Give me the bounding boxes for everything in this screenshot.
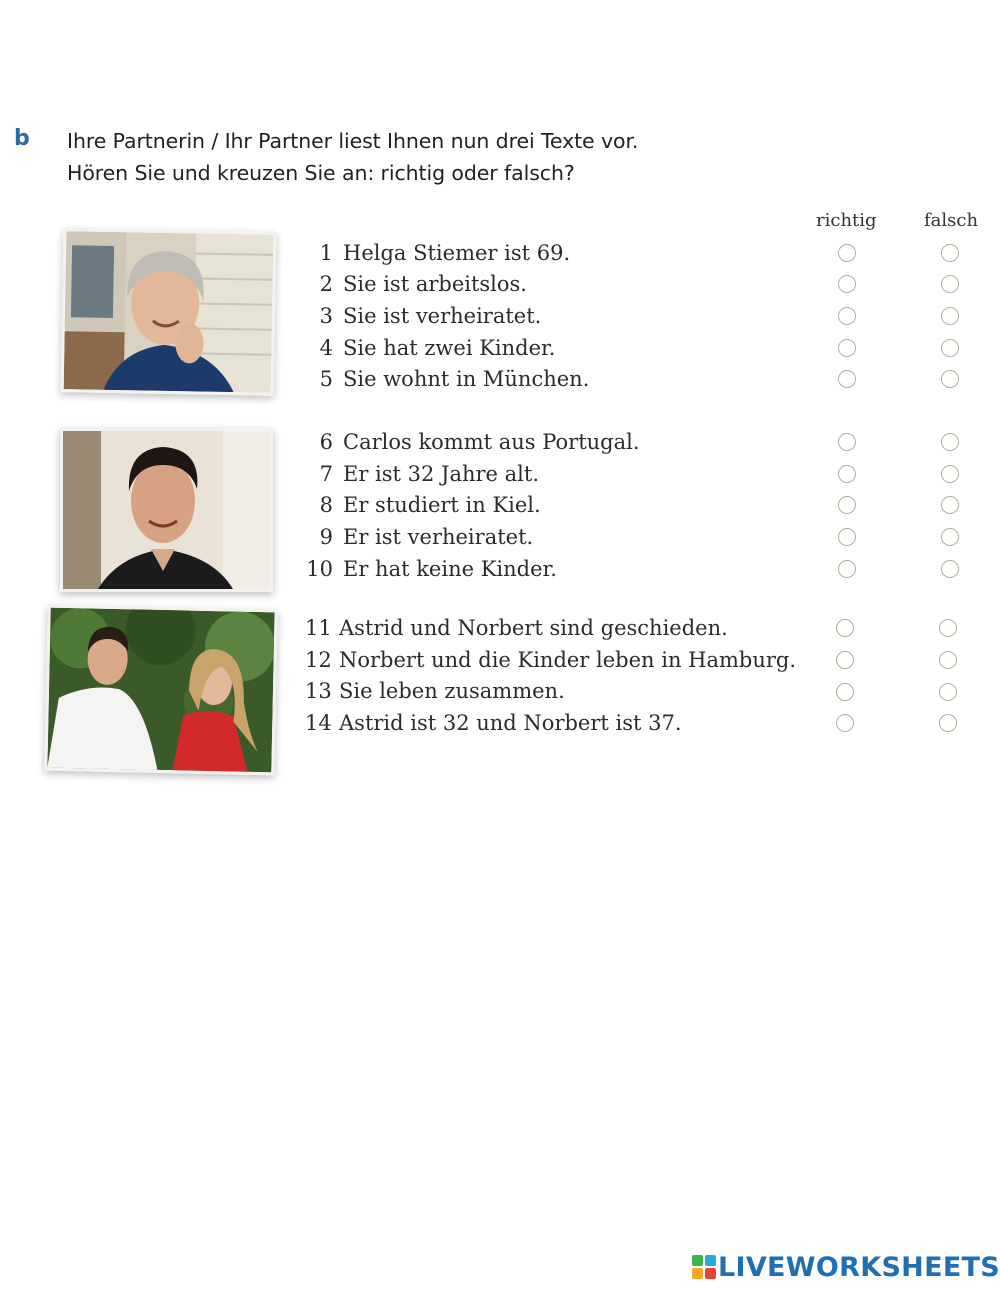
statement-item	[313, 462, 539, 486]
richtig-radio[interactable]	[838, 339, 856, 357]
statement-number: 3	[319, 304, 333, 328]
photo-astrid-norbert	[44, 605, 277, 776]
statement-item	[305, 648, 796, 672]
falsch-radio[interactable]	[941, 560, 959, 578]
column-header-richtig: richtig	[816, 210, 877, 231]
richtig-radio[interactable]	[838, 275, 856, 293]
statement-item	[313, 241, 570, 265]
falsch-radio[interactable]	[939, 619, 957, 637]
richtig-radio[interactable]	[836, 651, 854, 669]
falsch-radio[interactable]	[941, 370, 959, 388]
falsch-radio[interactable]	[941, 496, 959, 514]
statement-number: 13	[305, 679, 332, 703]
statement-text: Sie ist arbeitslos.	[343, 272, 527, 296]
statement-number: 10	[306, 557, 333, 581]
statement-item	[305, 711, 682, 735]
richtig-radio[interactable]	[838, 307, 856, 325]
statement-text: Er studiert in Kiel.	[343, 493, 541, 517]
falsch-radio[interactable]	[939, 683, 957, 701]
statement-number: 2	[319, 272, 333, 296]
statement-item	[305, 616, 728, 640]
falsch-radio[interactable]	[941, 528, 959, 546]
richtig-radio[interactable]	[838, 244, 856, 262]
statement-item	[306, 557, 557, 581]
richtig-radio[interactable]	[838, 528, 856, 546]
statement-text: Er hat keine Kinder.	[343, 557, 557, 581]
statement-text: Sie wohnt in München.	[343, 367, 590, 391]
liveworksheets-logo-text: LIVEWORKSHEETS	[718, 1252, 1000, 1283]
falsch-radio[interactable]	[941, 433, 959, 451]
statement-text: Sie ist verheiratet.	[343, 304, 542, 328]
statement-text: Er ist 32 Jahre alt.	[343, 462, 540, 486]
richtig-radio[interactable]	[838, 465, 856, 483]
statement-number: 8	[319, 493, 333, 517]
instruction-line-2: Hören Sie und kreuzen Sie an: richtig oder falsch?	[67, 161, 575, 185]
statement-item	[305, 679, 565, 703]
statement-text: Sie leben zusammen.	[339, 679, 565, 703]
richtig-radio[interactable]	[836, 619, 854, 637]
statement-item	[313, 304, 541, 328]
statement-item	[313, 493, 541, 517]
falsch-radio[interactable]	[941, 465, 959, 483]
instruction-line-1: Ihre Partnerin / Ihr Partner liest Ihnen nun drei Texte vor.	[67, 129, 639, 153]
statement-number: 5	[319, 367, 333, 391]
statement-text: Sie hat zwei Kinder.	[343, 336, 556, 360]
exercise-letter: b	[14, 126, 30, 151]
statement-item	[313, 430, 640, 454]
photo-carlos	[60, 428, 273, 592]
statement-number: 12	[305, 648, 332, 672]
falsch-radio[interactable]	[941, 339, 959, 357]
richtig-radio[interactable]	[838, 370, 856, 388]
richtig-radio[interactable]	[838, 496, 856, 514]
statement-number: 14	[305, 711, 332, 735]
statement-text: Carlos kommt aus Portugal.	[343, 430, 640, 454]
richtig-radio[interactable]	[836, 683, 854, 701]
statement-number: 11	[305, 616, 332, 640]
statement-item	[313, 336, 555, 360]
statement-item	[313, 272, 527, 296]
statement-text: Astrid und Norbert sind geschieden.	[339, 616, 728, 640]
falsch-radio[interactable]	[939, 651, 957, 669]
statement-text: Norbert und die Kinder leben in Hamburg.	[339, 648, 797, 672]
liveworksheets-logo-icon	[692, 1255, 716, 1279]
richtig-radio[interactable]	[836, 714, 854, 732]
statement-number: 9	[319, 525, 333, 549]
statement-text: Astrid ist 32 und Norbert ist 37.	[339, 711, 682, 735]
falsch-radio[interactable]	[941, 244, 959, 262]
statement-number: 6	[319, 430, 333, 454]
statement-item	[313, 525, 533, 549]
statement-number: 4	[319, 336, 333, 360]
statement-number: 1	[319, 241, 333, 265]
statement-item	[313, 367, 589, 391]
statement-text: Er ist verheiratet.	[343, 525, 534, 549]
photo-helga	[61, 228, 277, 396]
statement-text: Helga Stiemer ist 69.	[343, 241, 571, 265]
liveworksheets-logo	[692, 1252, 1000, 1283]
falsch-radio[interactable]	[939, 714, 957, 732]
falsch-radio[interactable]	[941, 275, 959, 293]
column-header-falsch: falsch	[924, 210, 979, 231]
statement-number: 7	[319, 462, 333, 486]
falsch-radio[interactable]	[941, 307, 959, 325]
richtig-radio[interactable]	[838, 560, 856, 578]
richtig-radio[interactable]	[838, 433, 856, 451]
